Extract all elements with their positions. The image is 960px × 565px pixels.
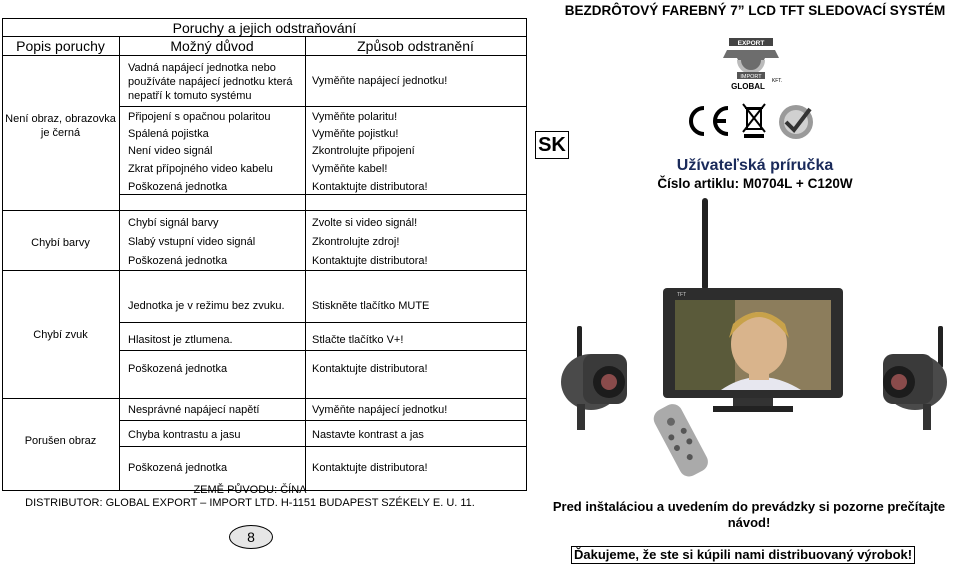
monitor-brand-label: TFT — [677, 292, 687, 298]
logo-text-top: EXPORT — [737, 40, 765, 47]
cause-cell: Poškozená jednotka — [128, 363, 228, 375]
cause-cell: Poškozená jednotka — [128, 462, 228, 474]
product-image — [553, 196, 958, 486]
fix-cell: Zkontrolujte připojení — [312, 145, 415, 157]
header-cause: Možný důvod — [170, 38, 254, 54]
cause-cell: Připojení s opačnou polaritou — [128, 111, 271, 123]
cause-cell: Slabý vstupní video signál — [128, 236, 256, 248]
cause-cell: Zkrat přípojného video kabelu — [128, 163, 273, 175]
fix-cell: Kontaktujte distributora! — [312, 181, 428, 193]
logo-text-bottom: GLOBAL — [731, 82, 765, 91]
fix-cell: Zkontrolujte zdroj! — [312, 236, 400, 248]
page-number: 8 — [229, 525, 273, 549]
read-manual-warning: Pred inštaláciou a uvedením do prevádzky si pozorne prečítajte návod! — [552, 499, 946, 530]
product-header: BEZDRÔTOVÝ FAREBNÝ 7” LCD TFT SLEDOVACÍ SYSTÉM — [564, 3, 946, 18]
country-of-origin: ZEMĚ PŮVODU: ČÍNA — [193, 484, 307, 496]
header-symptom: Popis poruchy — [16, 38, 105, 54]
fix-cell: Stlačte tlačítko V+! — [312, 334, 404, 346]
cause-cell: Není video signál — [128, 145, 213, 157]
cause-cell: Chybí signál barvy — [128, 217, 219, 229]
cause-cell: Poškozená jednotka — [128, 181, 228, 193]
fix-cell: Vyměňte napájecí jednotku! — [312, 404, 448, 416]
fix-cell: Vyměňte kabel! — [312, 163, 388, 175]
global-export-import-logo — [715, 36, 787, 92]
symptom-no-color: Chybí barvy — [31, 237, 90, 249]
manual-title: Užívateľská príručka — [676, 157, 834, 174]
symptom-no-picture: Není obraz, obrazovka je černá — [5, 113, 116, 139]
cause-cell: Chyba kontrastu a jasu — [128, 429, 241, 441]
article-number: Číslo artiklu: M0704L + C120W — [657, 176, 853, 191]
quality-check-icon — [776, 103, 816, 141]
fix-cell: Nastavte kontrast a jas — [312, 429, 424, 441]
cause-cell: Spálená pojistka — [128, 128, 209, 140]
fix-cell: Kontaktujte distributora! — [312, 255, 428, 267]
language-badge: SK — [535, 131, 569, 159]
weee-bin-icon — [741, 101, 767, 139]
cause-cell: Poškozená jednotka — [128, 255, 228, 267]
fix-cell: Zvolte si video signál! — [312, 217, 418, 229]
fix-cell: Vyměňte napájecí jednotku! — [312, 75, 448, 87]
cause-cell: Hlasitost je ztlumena. — [128, 334, 233, 346]
distributor-address: DISTRIBUTOR: GLOBAL EXPORT – IMPORT LTD. H-1151 BUDAPEST SZÉKELY E. U. 11. — [25, 497, 475, 509]
logo-text-middle: IMPORT — [740, 74, 762, 80]
cause-cell: Nesprávné napájecí napětí — [128, 404, 260, 416]
fix-cell: Kontaktujte distributora! — [312, 462, 428, 474]
fix-cell: Vyměňte polaritu! — [312, 111, 398, 123]
fix-cell: Stiskněte tlačítko MUTE — [312, 300, 430, 312]
header-fix: Způsob odstranění — [357, 38, 474, 54]
cause-cell: Vadná napájecí jednotka nebo používáte napájecí jednotku která nepatří k tomuto systému — [128, 62, 293, 102]
thank-you-text: Ďakujeme, že ste si kúpili nami distribuovaný výrobok! — [574, 547, 913, 562]
ce-mark-icon — [684, 104, 732, 138]
symptom-no-sound: Chybí zvuk — [33, 329, 88, 341]
cause-cell: Jednotka je v režimu bez zvuku. — [128, 300, 285, 312]
table-title: Poruchy a jejich odstraňování — [172, 20, 357, 36]
fix-cell: Vyměňte pojistku! — [312, 128, 399, 140]
logo-text-suffix: KFT. — [771, 78, 783, 84]
fix-cell: Kontaktujte distributora! — [312, 363, 428, 375]
symptom-distorted-picture: Porušen obraz — [24, 435, 97, 447]
thank-you-note — [571, 546, 915, 564]
